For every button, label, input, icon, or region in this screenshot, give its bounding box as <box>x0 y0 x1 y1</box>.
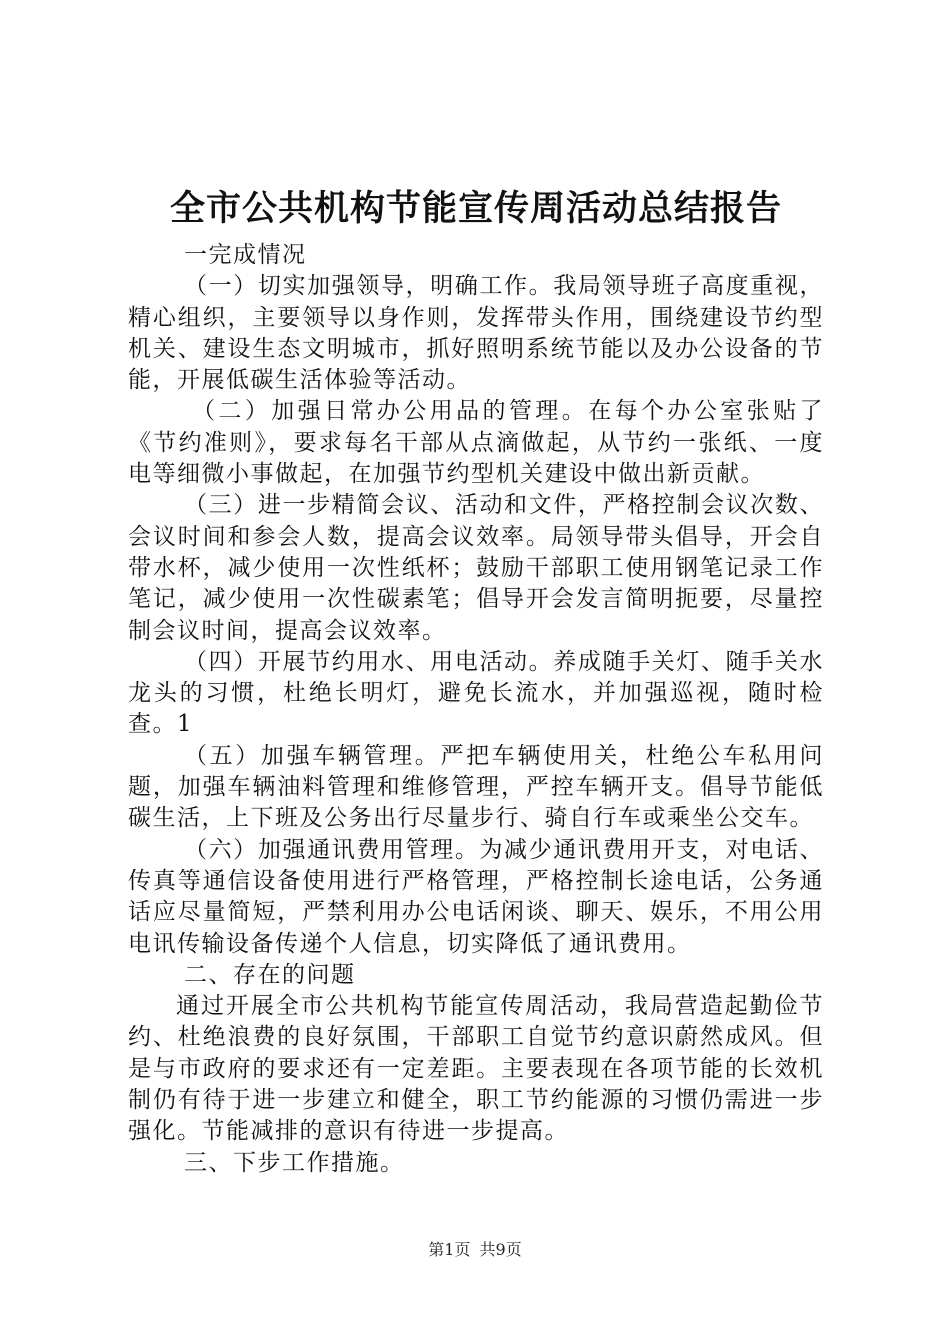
paragraph-problems: 通过开展全市公共机构节能宣传周活动，我局营造起勤俭节约、杜绝浪费的良好氛围，干部职工自觉节约意识蔚然成风。但是与市政府的要求还有一定差距。主要表现在各项节能的长效机制仍有待于进一步建立和健全，职工节约能源的习惯仍需进一步强化。节能减排的意识有待进一步提高。 <box>128 993 824 1145</box>
document-body <box>128 240 824 1179</box>
paragraph-water-electricity: （四）开展节约用水、用电活动。养成随手关灯、随手关水龙头的习惯，杜绝长明灯，避免长流水，并加强巡视，随时检查。1 <box>128 648 824 738</box>
document-title: 全市公共机构节能宣传周活动总结报告 <box>169 188 782 229</box>
paragraph-leadership: （一）切实加强领导，明确工作。我局领导班子高度重视，精心组织，主要领导以身作则，发挥带头作用，围绕建设节约型机关、建设生态文明城市，抓好照明系统节能以及办公设备的节能，开展低碳生活体验等活动。 <box>128 273 824 394</box>
section-heading-next-steps: 三、下步工作措施。 <box>184 1149 405 1176</box>
paragraph-vehicles: （五）加强车辆管理。严把车辆使用关，杜绝公车私用问题，加强车辆油料管理和维修管理，严控车辆开支。倡导节能低碳生活，上下班及公务出行尽量步行、骑自行车或乘坐公交车。 <box>128 742 824 832</box>
section-heading-completion: 一完成情况 <box>184 242 307 268</box>
page-number-footer: 第1页 共9页 <box>428 1240 522 1259</box>
paragraph-communication: （六）加强通讯费用管理。为减少通讯费用开支，对电话、传真等通信设备使用进行严格管理，严格控制长途电话，公务通话应尽量简短，严禁利用办公电话闲谈、聊天、娱乐，不用公用电讯传输设备传递个人信息，切实降低了通讯费用。 <box>128 836 824 957</box>
paragraph-meetings: （三）进一步精简会议、活动和文件，严格控制会议次数、会议时间和参会人数，提高会议效率。局领导带头倡导，开会自带水杯，减少使用一次性纸杯；鼓励干部职工使用钢笔记录工作笔记，减少使用一次性碳素笔；倡导开会发言简明扼要，尽量控制会议时间，提高会议效率。 <box>128 492 824 644</box>
paragraph-office-supplies: （二）加强日常办公用品的管理。在每个办公室张贴了《节约准则》，要求每名干部从点滴做起，从节约一张纸、一度电等细微小事做起，在加强节约型机关建设中做出新贡献。 <box>128 398 824 488</box>
section-heading-problems: 二、存在的问题 <box>184 961 356 988</box>
